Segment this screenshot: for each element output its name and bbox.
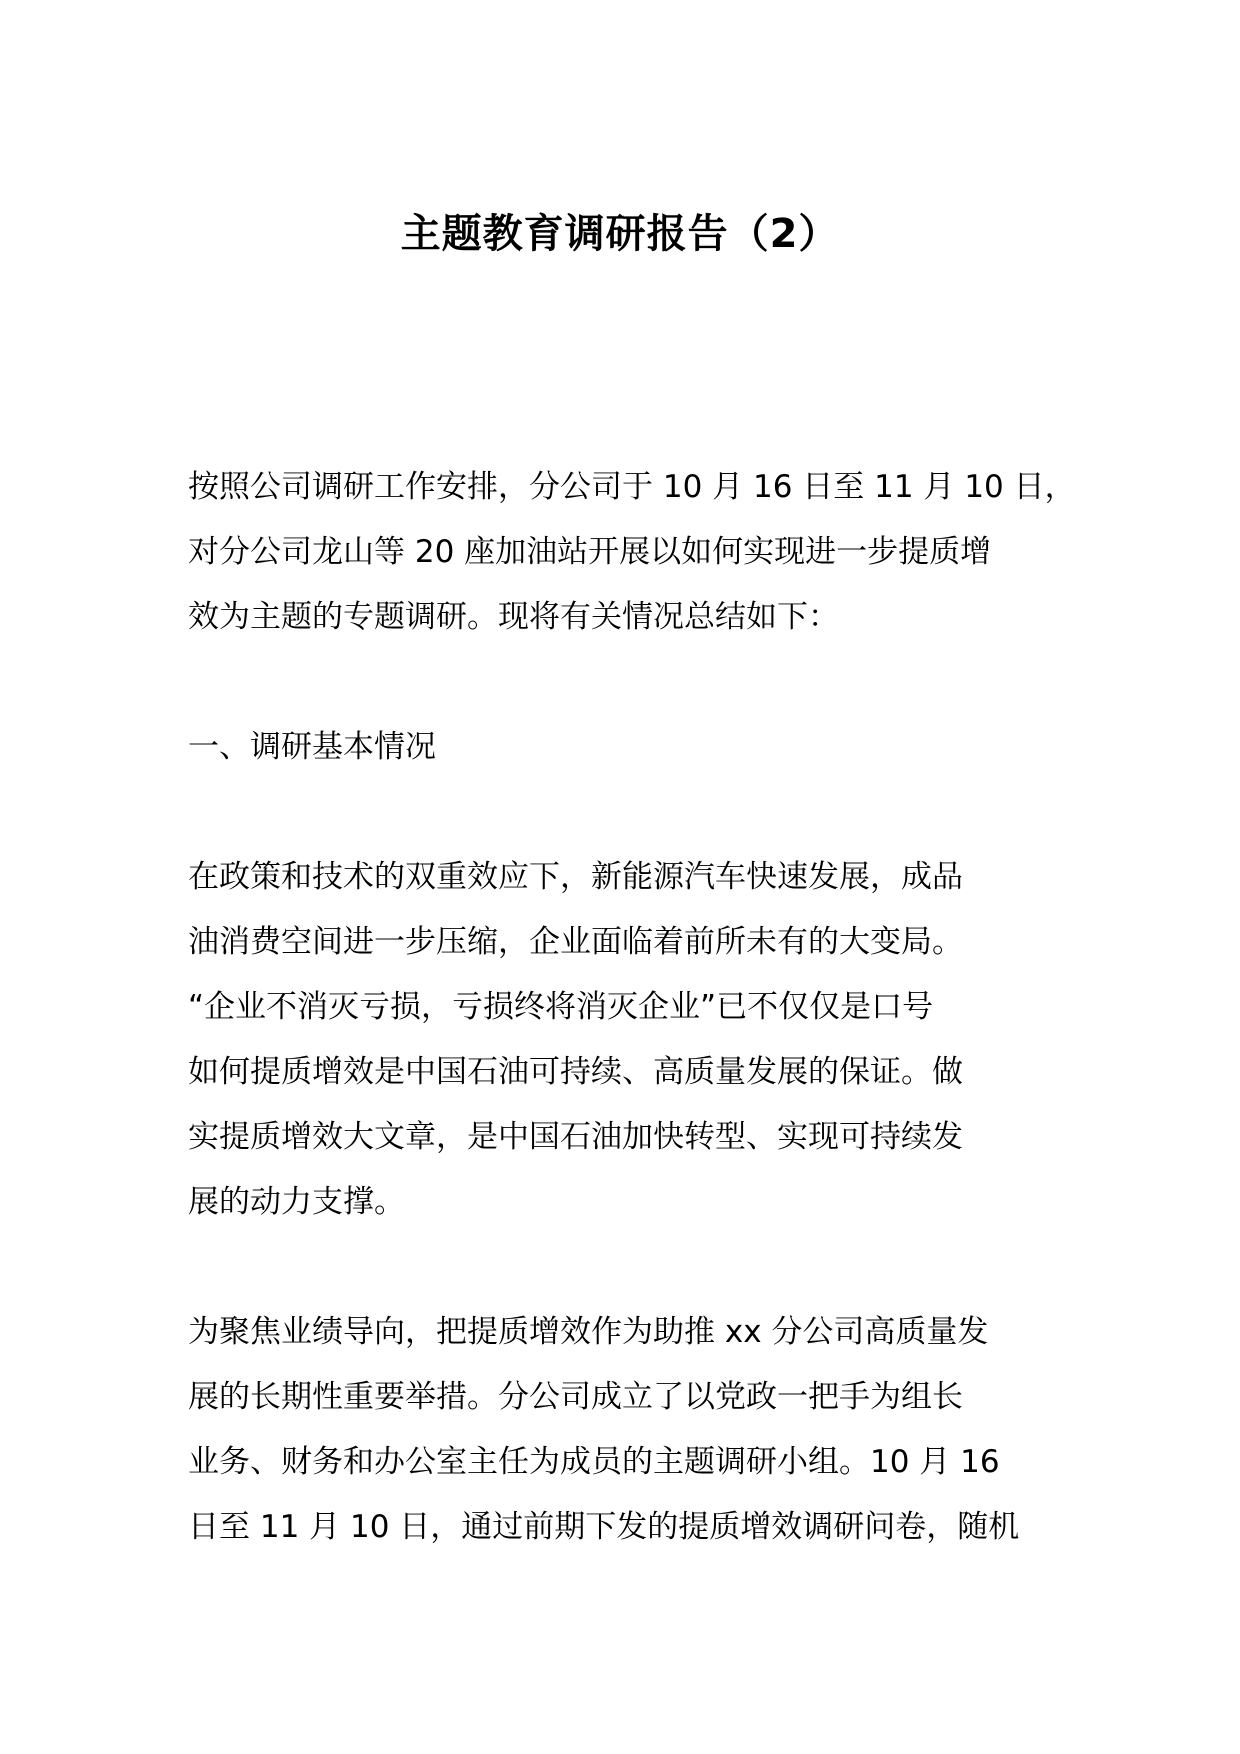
section-heading: 一、调研基本情况: [188, 729, 436, 765]
paragraph-line: 业务、财务和办公室主任为成员的主题调研小组。10 月 16: [188, 1444, 1000, 1480]
paragraph-line: 为聚焦业绩导向，把提质增效作为助推 xx 分公司高质量发: [188, 1314, 989, 1350]
intro-line: 效为主题的专题调研。现将有关情况总结如下：: [188, 599, 839, 635]
intro-paragraph: [188, 455, 1076, 650]
paragraph-line: 日至 11 月 10 日，通过前期下发的提质增效调研问卷，随机: [188, 1509, 1020, 1545]
intro-line: 按照公司调研工作安排，分公司于 10 月 16 日至 11 月 10 日，: [188, 469, 1076, 505]
paragraph-line: 如何提质增效是中国石油可持续、高质量发展的保证。做: [188, 1054, 963, 1090]
paragraph-line: 在政策和技术的双重效应下，新能源汽车快速发展，成品: [188, 859, 963, 895]
paragraph-line: 实提质增效大文章，是中国石油加快转型、实现可持续发: [188, 1119, 963, 1155]
intro-line: 对分公司龙山等 20 座加油站开展以如何实现进一步提质增: [188, 534, 992, 570]
section-paragraph-1: [188, 845, 1060, 1235]
paragraph-line: 展的动力支撑。: [188, 1184, 405, 1220]
paragraph-line: 展的长期性重要举措。分公司成立了以党政一把手为组长: [188, 1379, 963, 1415]
paragraph-line: “企业不消灭亏损，亏损终将消灭企业”已不仅仅是口号: [188, 989, 934, 1025]
document-body: [188, 455, 1076, 1625]
document-title: 主题教育调研报告（2）: [400, 211, 840, 257]
paragraph-line: 油消费空间进一步压缩，企业面临着前所未有的大变局。: [188, 924, 963, 960]
section-paragraph-2: [188, 1300, 1060, 1560]
